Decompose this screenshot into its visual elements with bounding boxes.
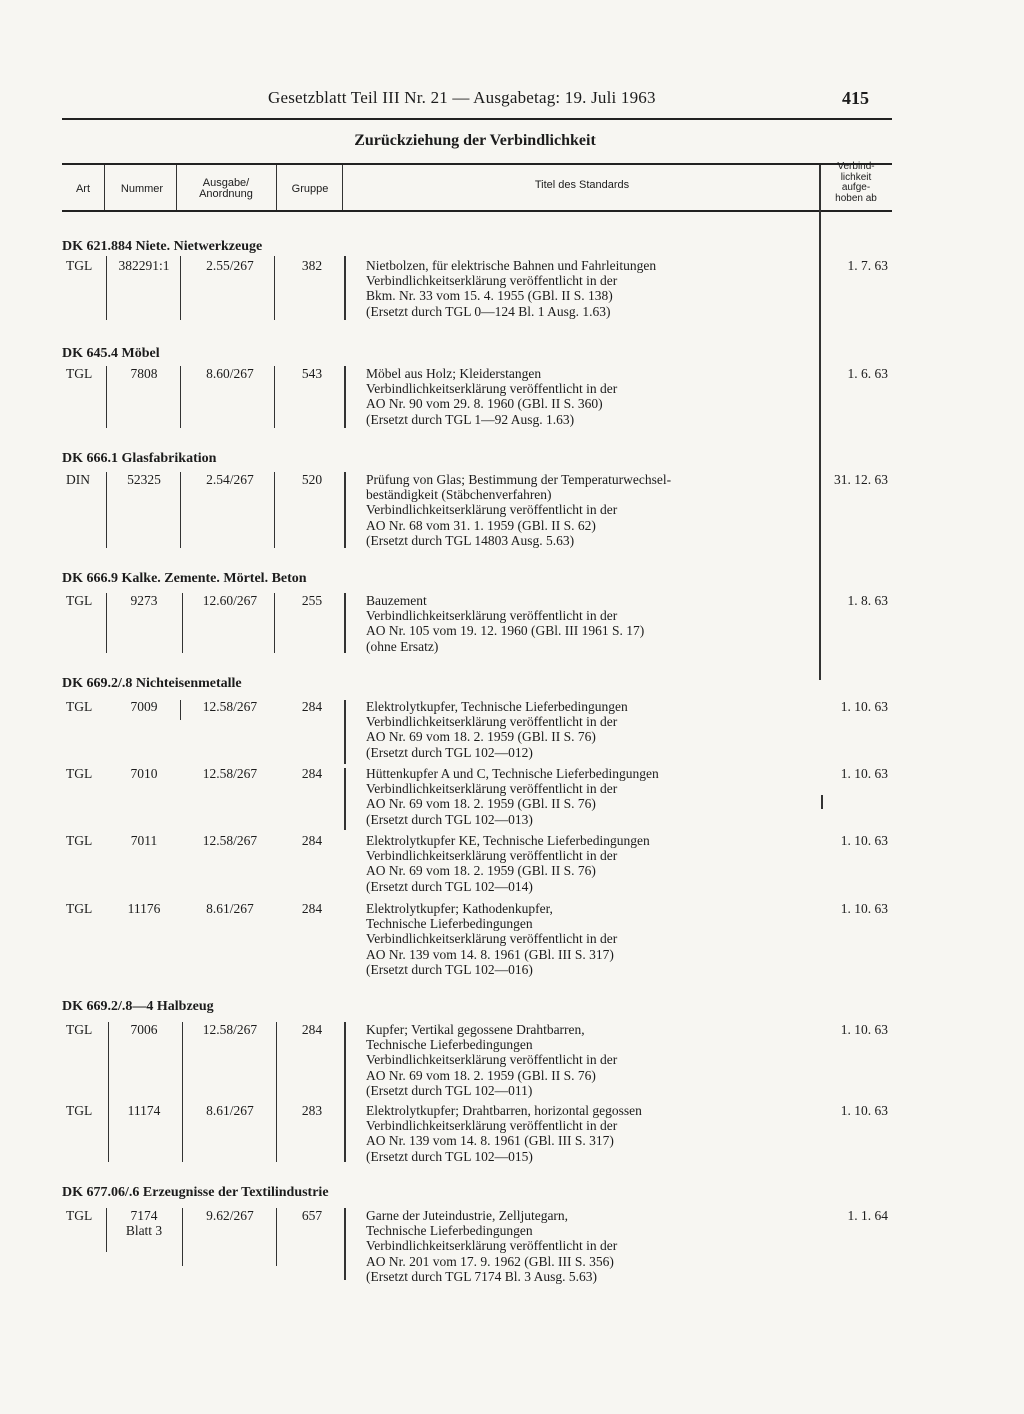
row-col-divider: [274, 593, 275, 653]
row-col-divider: [182, 1022, 183, 1162]
cell-nummer: 7174 Blatt 3: [125, 1208, 163, 1238]
cell-gruppe: 255: [301, 593, 323, 608]
row-col-divider: [106, 366, 107, 428]
cell-art: TGL: [66, 699, 93, 714]
cell-ausgabe: 12.58/267: [202, 699, 258, 714]
cell-nummer: 9273: [130, 593, 158, 608]
cell-art: TGL: [66, 766, 93, 781]
cell-ausgabe: 9.62/267: [206, 1208, 254, 1223]
row-col-divider: [344, 1208, 346, 1280]
cell-gruppe: 382: [301, 258, 323, 273]
cell-nummer: 11174: [127, 1103, 161, 1118]
row-col-divider: [276, 1022, 277, 1162]
row-col-divider: [106, 1208, 107, 1252]
cell-ausgabe: 12.60/267: [202, 593, 258, 608]
cell-titel: Elektrolytkupfer, Technische Lieferbedingungen Verbindlichkeitserklärung veröffentlicht in der AO Nr. 69 vom 18. 2. 1959 (GBl. II S. 76) (Ersetzt durch TGL 102—012): [366, 699, 628, 760]
row-col-divider: [108, 1022, 109, 1162]
cell-ausgabe: 2.55/267: [206, 258, 254, 273]
page-number: 415: [842, 88, 869, 108]
col-header-gruppe: Gruppe: [291, 183, 329, 195]
group-title: DK 669.2/.8—4 Halbzeug: [62, 999, 214, 1014]
gazette-title: Gesetzblatt Teil III Nr. 21 — Ausgabetag: 19. Juli 1963: [268, 88, 656, 107]
header-col-divider: [176, 165, 177, 210]
row-col-divider: [344, 366, 346, 428]
cell-gruppe: 520: [301, 472, 323, 487]
row-col-divider: [274, 472, 275, 548]
row-col-divider: [180, 366, 181, 428]
row-col-divider: [344, 1022, 346, 1162]
cell-datum: 1. 10. 63: [840, 833, 888, 848]
cell-titel: Prüfung von Glas; Bestimmung der Temperaturwechsel- beständigkeit (Stäbchenverfahren) Verbindlichkeitserklärung veröffentlicht in der AO Nr. 68 vom 31. 1. 1959 (GBl. II S. 62) (Ersetzt durch TGL 14803 Ausg. 5.63): [366, 472, 672, 548]
table-header-bottom-rule: [62, 210, 892, 212]
cell-nummer: 382291:1: [118, 258, 170, 273]
cell-ausgabe: 2.54/267: [206, 472, 254, 487]
header-col-divider: [819, 165, 821, 210]
table-top-rule: [62, 163, 892, 165]
cell-datum: 1. 10. 63: [840, 1022, 888, 1037]
row-col-divider: [274, 256, 275, 320]
header-col-divider: [276, 165, 277, 210]
cell-gruppe: 283: [301, 1103, 323, 1118]
row-col-divider: [344, 768, 346, 830]
group-title: DK 677.06/.6 Erzeugnisse der Textilindustrie: [62, 1185, 329, 1200]
cell-datum: 31. 12. 63: [834, 472, 888, 487]
cell-art: TGL: [66, 1208, 93, 1223]
cell-ausgabe: 8.60/267: [206, 366, 254, 381]
col-header-titel: Titel des Standards: [534, 179, 630, 191]
row-col-divider: [344, 472, 346, 548]
cell-titel: Elektrolytkupfer KE, Technische Lieferbedingungen Verbindlichkeitserklärung veröffentlicht in der AO Nr. 69 vom 18. 2. 1959 (GBl. II S. 76) (Ersetzt durch TGL 102—014): [366, 833, 650, 894]
section-title: Zurückziehung der Verbindlichkeit: [354, 132, 596, 149]
cell-nummer: 52325: [127, 472, 161, 487]
cell-gruppe: 284: [301, 1022, 323, 1037]
cell-ausgabe: 12.58/267: [202, 1022, 258, 1037]
row-col-divider: [180, 256, 181, 320]
row-col-divider: [182, 593, 183, 653]
cell-datum: 1. 6. 63: [847, 366, 888, 381]
header-col-divider: [342, 165, 343, 210]
cell-art: TGL: [66, 366, 93, 381]
cell-art: TGL: [66, 593, 93, 608]
group-title: DK 666.1 Glasfabrikation: [62, 451, 217, 466]
cell-art: TGL: [66, 901, 93, 916]
cell-titel: Möbel aus Holz; Kleiderstangen Verbindlichkeitserklärung veröffentlicht in der AO Nr. 90 vom 29. 8. 1960 (GBl. II S. 360) (Ersetzt durch TGL 1—92 Ausg. 1.63): [366, 366, 618, 427]
group-title: DK 621.884 Niete. Nietwerkzeuge: [62, 239, 263, 254]
cell-gruppe: 284: [301, 833, 323, 848]
cell-datum: 1. 10. 63: [840, 1103, 888, 1118]
cell-titel: Hüttenkupfer A und C, Technische Lieferbedingungen Verbindlichkeitserklärung veröffentlicht in der AO Nr. 69 vom 18. 2. 1959 (GBl. II S. 76) (Ersetzt durch TGL 102—013): [366, 766, 659, 827]
date-column-divider: [821, 795, 823, 809]
row-col-divider: [344, 256, 346, 320]
group-title: DK 645.4 Möbel: [62, 346, 160, 361]
cell-art: DIN: [66, 472, 90, 487]
col-header-verbindlichkeit: Verbind- lichkeit aufge- hoben ab: [835, 161, 877, 204]
cell-ausgabe: 8.61/267: [206, 1103, 254, 1118]
cell-datum: 1. 10. 63: [840, 901, 888, 916]
row-col-divider: [180, 700, 181, 720]
cell-nummer: 7009: [130, 699, 158, 714]
cell-datum: 1. 7. 63: [847, 258, 888, 273]
cell-titel: Nietbolzen, für elektrische Bahnen und Fahrleitungen Verbindlichkeitserklärung veröffentlicht in der Bkm. Nr. 33 vom 15. 4. 1955 (GBl. II S. 138) (Ersetzt durch TGL 0—124 Bl. 1 Ausg. 1.63): [366, 258, 657, 319]
cell-ausgabe: 8.61/267: [206, 901, 254, 916]
group-title: DK 669.2/.8 Nichteisenmetalle: [62, 676, 242, 691]
header-col-divider: [104, 165, 105, 210]
row-col-divider: [180, 472, 181, 548]
row-col-divider: [106, 256, 107, 320]
cell-nummer: 11176: [127, 901, 161, 916]
row-col-divider: [274, 366, 275, 428]
cell-art: TGL: [66, 258, 93, 273]
cell-datum: 1. 10. 63: [840, 766, 888, 781]
col-header-art: Art: [75, 183, 91, 195]
cell-art: TGL: [66, 1103, 93, 1118]
cell-ausgabe: 12.58/267: [202, 833, 258, 848]
col-header-nummer: Nummer: [120, 183, 164, 195]
cell-datum: 1. 10. 63: [840, 699, 888, 714]
cell-art: TGL: [66, 833, 93, 848]
row-col-divider: [106, 472, 107, 548]
header-rule: [62, 118, 892, 120]
date-column-divider: [819, 210, 821, 680]
row-col-divider: [106, 593, 107, 653]
cell-titel: Kupfer; Vertikal gegossene Drahtbarren, Technische Lieferbedingungen Verbindlichkeitserklärung veröffentlicht in der AO Nr. 69 vom 18. 2. 1959 (GBl. II S. 76) (Ersetzt durch TGL 102—011): [366, 1022, 618, 1098]
cell-nummer: 7808: [130, 366, 158, 381]
cell-datum: 1. 1. 64: [847, 1208, 888, 1223]
page-header: [0, 88, 1024, 118]
cell-gruppe: 284: [301, 901, 323, 916]
row-col-divider: [344, 700, 346, 764]
cell-gruppe: 284: [301, 699, 323, 714]
cell-art: TGL: [66, 1022, 93, 1037]
cell-gruppe: 284: [301, 766, 323, 781]
cell-nummer: 7011: [130, 833, 158, 848]
row-col-divider: [276, 1208, 277, 1266]
row-col-divider: [344, 593, 346, 653]
cell-ausgabe: 12.58/267: [202, 766, 258, 781]
cell-gruppe: 657: [301, 1208, 323, 1223]
group-title: DK 666.9 Kalke. Zemente. Mörtel. Beton: [62, 571, 307, 586]
cell-nummer: 7010: [130, 766, 158, 781]
cell-titel: Bauzement Verbindlichkeitserklärung veröffentlicht in der AO Nr. 105 vom 19. 12. 1960 (GBl. III 1961 S. 17) (ohne Ersatz): [366, 593, 645, 654]
col-header-ausgabe: Ausgabe/ Anordnung: [199, 177, 253, 200]
row-col-divider: [182, 1208, 183, 1266]
cell-titel: Elektrolytkupfer; Drahtbarren, horizontal gegossen Verbindlichkeitserklärung veröffentlicht in der AO Nr. 139 vom 14. 8. 1961 (GBl. III S. 317) (Ersetzt durch TGL 102—015): [366, 1103, 642, 1164]
cell-titel: Elektrolytkupfer; Kathodenkupfer, Technische Lieferbedingungen Verbindlichkeitserklärung veröffentlicht in der AO Nr. 139 vom 14. 8. 1961 (GBl. III S. 317) (Ersetzt durch TGL 102—016): [366, 901, 618, 977]
cell-titel: Garne der Juteindustrie, Zelljutegarn, Technische Lieferbedingungen Verbindlichkeitserklärung veröffentlicht in der AO Nr. 201 vom 17. 9. 1962 (GBl. III S. 356) (Ersetzt durch TGL 7174 Bl. 3 Ausg. 5.63): [366, 1208, 618, 1284]
cell-gruppe: 543: [301, 366, 323, 381]
cell-datum: 1. 8. 63: [847, 593, 888, 608]
cell-nummer: 7006: [130, 1022, 158, 1037]
